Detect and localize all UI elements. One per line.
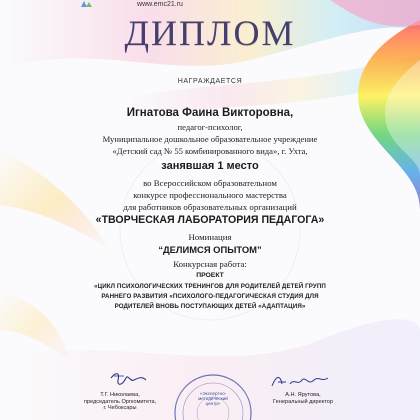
stamp-line-1: «Экспертно- [199,391,227,396]
work-label: Конкурсная работа: [173,259,247,269]
left-signatory-city: г. Чебоксары [103,405,137,412]
right-signatory-role: Генеральный директор [273,398,333,405]
recipient-name: Игнатова Фаина Викторовна, [126,107,294,119]
left-signatory-name: Т.Г. Николаева, [100,392,140,398]
stamp-text [186,391,240,407]
nomination-name: “ДЕЛИМСЯ ОПЫТОМ” [158,244,262,255]
left-signatory [80,392,160,412]
awarded-label: НАГРАЖДАЕТСЯ [177,78,243,85]
left-signatory-role: председатель Оргкомитета, [83,398,157,405]
right-signatory [258,392,348,405]
diploma-title: ДИПЛОМ [124,13,296,53]
project-label: ПРОЕКТ [196,272,224,279]
stamp-line-2: методический [198,396,228,402]
left-signature-icon [108,368,148,392]
right-signature-icon [268,370,332,392]
project-title-line-2: РАННЕГО РАЗВИТИЯ «ПСИХОЛОГО-ПЕДАГОГИЧЕСКАЯ СТУДИЯ ДЛЯ [101,293,319,300]
contest-name: «ТВОРЧЕСКАЯ ЛАБОРАТОРИЯ ПЕДАГОГА» [95,214,325,226]
contest-line-3: для работников образовательных организаций [123,202,297,212]
contest-line-2: конкурсе профессионального мастерства [133,190,287,200]
contest-line-1: во Всероссийском образовательном [143,178,277,188]
organization-line-1: Муниципальное дошкольное образовательное учреждение [102,134,318,144]
organization-line-2: «Детский сад № 55 комбинированного вида», г. Ухта, [112,146,308,156]
place-awarded: занявшая 1 место [161,160,259,172]
project-title-line-3: РОДИТЕЛЕЙ ВНОВЬ ПОСТУПАЮЩИХ ДЕТЕЙ «АДАПТАЦИЯ» [114,303,306,310]
right-signatory-name: А.Н. Ярутова, [285,392,321,398]
recipient-position: педагог-психолог, [177,122,243,132]
stamp-line-3: центр» [205,401,221,407]
nomination-label: Номинация [188,232,232,242]
website-url: www.emc21.ru [137,1,183,8]
project-title-line-1: «ЦИКЛ ПСИХОЛОГИЧЕСКИХ ТРЕНИНГОВ ДЛЯ РОДИТЕЛЕЙ ДЕТЕЙ ГРУПП [94,283,326,290]
